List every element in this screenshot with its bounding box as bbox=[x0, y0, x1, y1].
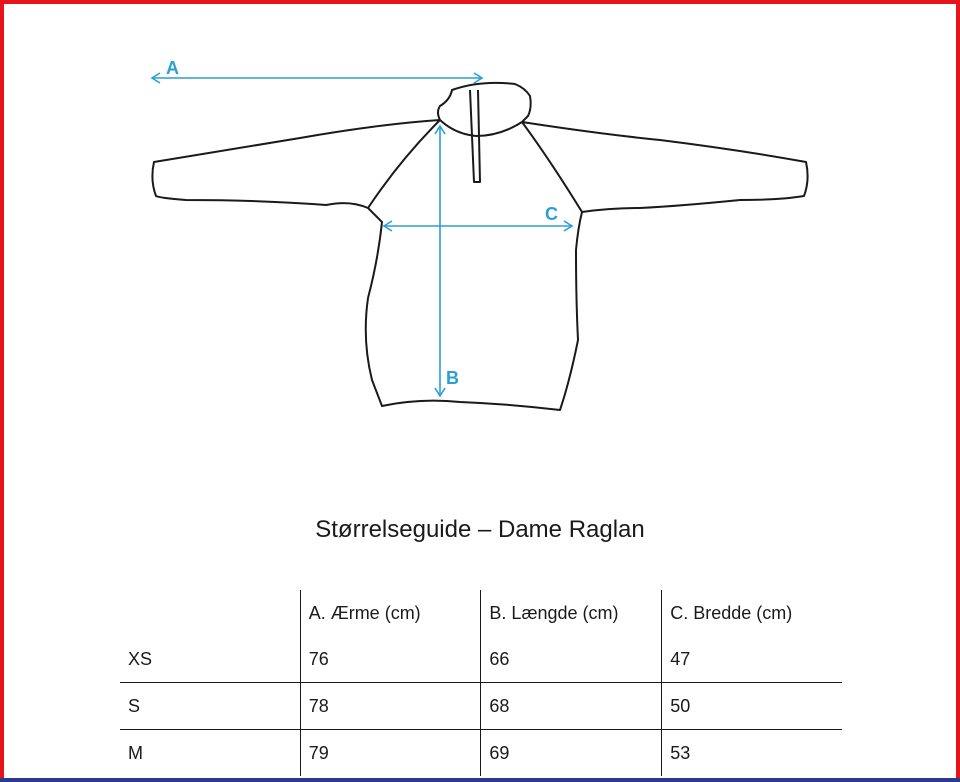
size-table bbox=[120, 590, 842, 776]
page-title: Størrelseguide – Dame Raglan bbox=[315, 516, 645, 543]
cell-sleeve: 76 bbox=[300, 636, 481, 683]
cell-size: S bbox=[128, 695, 141, 716]
label-a: A bbox=[166, 58, 179, 78]
cell-size: XS bbox=[128, 648, 153, 669]
measure-arrow-c bbox=[384, 221, 572, 231]
measure-arrow-a bbox=[152, 73, 482, 83]
table-row bbox=[120, 730, 842, 777]
cell-sleeve: 79 bbox=[300, 730, 481, 777]
cell-width: 50 bbox=[662, 683, 842, 730]
cell-width: 47 bbox=[662, 636, 842, 683]
sweater-outline bbox=[152, 83, 807, 410]
cell-size: M bbox=[128, 742, 143, 763]
cell-width: 53 bbox=[662, 730, 842, 777]
table-row bbox=[120, 683, 842, 730]
header-sleeve: A. Ærme (cm) bbox=[300, 590, 481, 636]
label-c: C bbox=[545, 204, 558, 224]
cell-length: 69 bbox=[481, 730, 662, 777]
header-width: C. Bredde (cm) bbox=[662, 590, 842, 636]
header-size bbox=[120, 590, 300, 636]
table-header-row bbox=[120, 590, 842, 636]
label-b: B bbox=[446, 368, 459, 388]
measure-arrow-b bbox=[435, 126, 445, 396]
cell-length: 68 bbox=[481, 683, 662, 730]
page-frame-bottom bbox=[0, 778, 960, 782]
cell-length: 66 bbox=[481, 636, 662, 683]
cell-sleeve: 78 bbox=[300, 683, 481, 730]
table-row bbox=[120, 636, 842, 683]
header-length: B. Længde (cm) bbox=[481, 590, 662, 636]
